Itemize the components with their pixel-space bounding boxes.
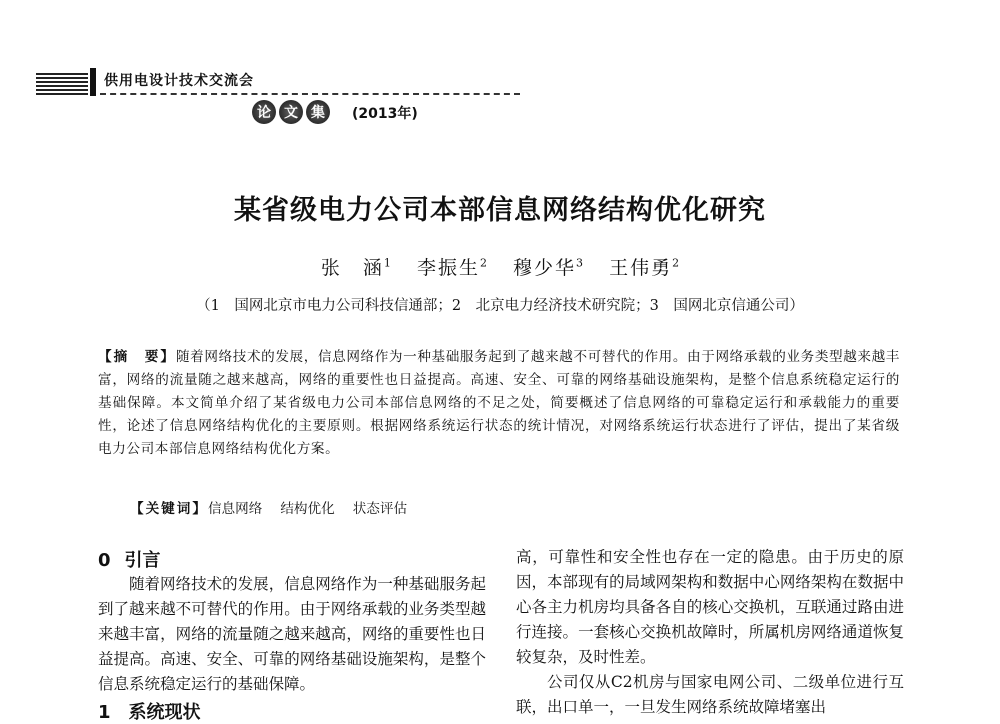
section-title: 引言 (124, 550, 161, 571)
header-decoration-bars (36, 73, 88, 95)
author-name: 张 涵 (320, 257, 384, 279)
keywords-label: 【关键词】 (130, 501, 208, 517)
section-heading-partial: 1 系统现状 (98, 702, 201, 723)
paper-title: 某省级电力公司本部信息网络结构优化研究 (234, 195, 766, 226)
author-affiliation-index: 1 (383, 256, 391, 270)
body-paragraph: 高，可靠性和安全性也存在一定的隐患。由于历史的原因，本部现有的局域网架构和数据中心网络架构在数据中心各主力机房均具备各自的核心交换机，互联通过路由进行连接。一套核心交换机故障时，所属机房网络通道恢复较复杂，及时性差。 (516, 548, 904, 666)
header-dashed-line (100, 93, 520, 95)
author-list (0, 253, 1000, 280)
header-year: (2013年) (352, 106, 418, 122)
author-name: 李振生 (416, 257, 480, 279)
section-heading (98, 546, 161, 572)
left-column (98, 572, 486, 697)
author-affiliation-index: 3 (576, 256, 584, 270)
author-name: 穆少华 (513, 257, 577, 279)
abstract (98, 346, 900, 461)
header-decoration-rule (90, 68, 96, 96)
abstract-label: 【摘 要】 (98, 349, 176, 365)
body-paragraph: 随着网络技术的发展，信息网络作为一种基础服务起到了越来越不可替代的作用。由于网络承载的业务类型越来越丰富，网络的流量随之越来越高，网络的重要性也日益提高。高速、安全、可靠的网络基础设施架构，是整个信息系统稳定运行的基础保障。 (98, 575, 486, 693)
keywords (130, 497, 425, 517)
seal-char: 文 (279, 100, 303, 124)
author (321, 257, 391, 279)
abstract-text: 随着网络技术的发展，信息网络作为一种基础服务起到了越来越不可替代的作用。由于网络承载的业务类型越来越丰富，网络的流量随之越来越高，网络的重要性也日益提高。高速、安全、可靠的网络基础设施架构，是整个信息系统稳定运行的基础保障。本文简单介绍了某省级电力公司本部信息网络的不足之处，简要概述了信息网络的可靠稳定运行和承载能力的重要性，论述了信息网络结构优化的主要原则。根据网络系统运行状态的统计情况，对网络系统运行状态进行了评估，提出了某省级电力公司本部信息网络结构优化方案。 (98, 349, 900, 457)
right-column (516, 545, 904, 720)
keyword: 结构优化 (280, 501, 335, 517)
running-header-title: 供用电设计技术交流会 (104, 73, 254, 89)
keyword: 信息网络 (207, 501, 263, 517)
keyword: 状态评估 (352, 501, 408, 517)
author (417, 257, 487, 279)
collection-seal (252, 100, 330, 126)
author-name: 王伟勇 (609, 257, 673, 279)
author-affiliation-index: 2 (672, 256, 680, 270)
body-paragraph: 公司仅从C2机房与国家电网公司、二级单位进行互联，出口单一，一旦发生网络系统故障堵塞出 (516, 673, 904, 716)
author (609, 257, 679, 279)
section-number: 0 (98, 550, 111, 571)
author-affiliation-index: 2 (479, 256, 487, 270)
author (513, 257, 583, 279)
seal-char: 论 (252, 100, 276, 124)
affiliations: （1 国网北京市电力公司科技信通部；2 北京电力经济技术研究院；3 国网北京信通公司） (196, 298, 804, 314)
seal-char: 集 (306, 100, 330, 124)
